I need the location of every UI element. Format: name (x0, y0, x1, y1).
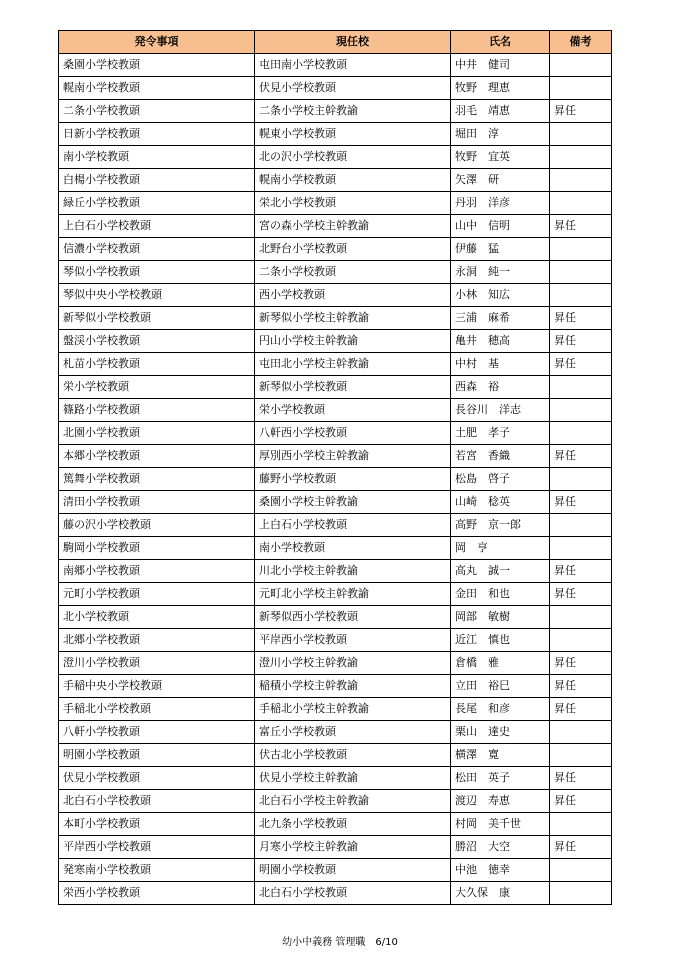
name-cell: 倉橋 雅 (451, 652, 550, 675)
note-cell (550, 123, 612, 146)
name-cell: 中池 徳幸 (451, 859, 550, 882)
table-row (59, 376, 612, 399)
note-cell (550, 468, 612, 491)
table-row (59, 721, 612, 744)
name-cell: 丹羽 洋彦 (451, 192, 550, 215)
post-cell: 明園小学校教頭 (59, 744, 255, 767)
post-cell: 日新小学校教頭 (59, 123, 255, 146)
name-cell: 長谷川 洋志 (451, 399, 550, 422)
personnel-table (58, 30, 612, 905)
note-cell: 昇任 (550, 445, 612, 468)
table-row (59, 307, 612, 330)
current-school-cell: 栄北小学校教頭 (255, 192, 451, 215)
current-school-cell: 北九条小学校教頭 (255, 813, 451, 836)
current-school-cell: 西小学校教頭 (255, 284, 451, 307)
name-cell: 若宮 香織 (451, 445, 550, 468)
table-row (59, 560, 612, 583)
post-cell: 篤舞小学校教頭 (59, 468, 255, 491)
table-row (59, 123, 612, 146)
current-school-cell: 円山小学校主幹教諭 (255, 330, 451, 353)
current-school-cell: 屯田北小学校主幹教諭 (255, 353, 451, 376)
note-cell (550, 192, 612, 215)
post-cell: 南郷小学校教頭 (59, 560, 255, 583)
name-cell: 岡 亨 (451, 537, 550, 560)
note-cell: 昇任 (550, 330, 612, 353)
post-cell: 駒岡小学校教頭 (59, 537, 255, 560)
name-cell: 勝沼 大空 (451, 836, 550, 859)
post-cell: 元町小学校教頭 (59, 583, 255, 606)
note-cell (550, 422, 612, 445)
table-row (59, 606, 612, 629)
current-school-cell: 新琴似小学校主幹教諭 (255, 307, 451, 330)
post-cell: 本町小学校教頭 (59, 813, 255, 836)
name-cell: 長尾 和彦 (451, 698, 550, 721)
table-row (59, 54, 612, 77)
current-school-cell: 藤野小学校教頭 (255, 468, 451, 491)
note-cell (550, 721, 612, 744)
current-school-cell: 新琴似西小学校教頭 (255, 606, 451, 629)
current-school-cell: 澄川小学校主幹教諭 (255, 652, 451, 675)
note-cell: 昇任 (550, 675, 612, 698)
post-cell: 信濃小学校教頭 (59, 238, 255, 261)
name-cell: 三浦 麻希 (451, 307, 550, 330)
name-cell: 村岡 美千世 (451, 813, 550, 836)
note-cell: 昇任 (550, 100, 612, 123)
name-cell: 永洞 純一 (451, 261, 550, 284)
table-row (59, 882, 612, 905)
table-row (59, 468, 612, 491)
current-school-cell: 稲積小学校主幹教諭 (255, 675, 451, 698)
note-cell (550, 514, 612, 537)
post-cell: 八軒小学校教頭 (59, 721, 255, 744)
name-cell: 立田 裕巳 (451, 675, 550, 698)
post-cell: 幌南小学校教頭 (59, 77, 255, 100)
table-row (59, 399, 612, 422)
current-school-cell: 二条小学校主幹教諭 (255, 100, 451, 123)
post-cell: 篠路小学校教頭 (59, 399, 255, 422)
name-cell: 近江 慎也 (451, 629, 550, 652)
table-row (59, 744, 612, 767)
note-cell (550, 813, 612, 836)
post-cell: 桑園小学校教頭 (59, 54, 255, 77)
name-cell: 山中 信明 (451, 215, 550, 238)
current-school-cell: 幌南小学校教頭 (255, 169, 451, 192)
note-cell: 昇任 (550, 560, 612, 583)
note-cell: 昇任 (550, 491, 612, 514)
table-row (59, 698, 612, 721)
post-cell: 北園小学校教頭 (59, 422, 255, 445)
table-row (59, 491, 612, 514)
note-cell: 昇任 (550, 307, 612, 330)
current-school-cell: 幌東小学校教頭 (255, 123, 451, 146)
post-cell: 清田小学校教頭 (59, 491, 255, 514)
note-cell (550, 629, 612, 652)
note-cell: 昇任 (550, 836, 612, 859)
header-post: 発令事項 (59, 31, 255, 54)
current-school-cell: 南小学校教頭 (255, 537, 451, 560)
table-row (59, 100, 612, 123)
post-cell: 本郷小学校教頭 (59, 445, 255, 468)
current-school-cell: 厚別西小学校主幹教諭 (255, 445, 451, 468)
post-cell: 栄西小学校教頭 (59, 882, 255, 905)
post-cell: 手稲中央小学校教頭 (59, 675, 255, 698)
table-row (59, 192, 612, 215)
post-cell: 栄小学校教頭 (59, 376, 255, 399)
note-cell: 昇任 (550, 583, 612, 606)
current-school-cell: 北白石小学校教頭 (255, 882, 451, 905)
note-cell (550, 399, 612, 422)
name-cell: 渡辺 寿恵 (451, 790, 550, 813)
name-cell: 金田 和也 (451, 583, 550, 606)
table-row (59, 330, 612, 353)
note-cell (550, 376, 612, 399)
note-cell (550, 859, 612, 882)
post-cell: 緑丘小学校教頭 (59, 192, 255, 215)
name-cell: 栗山 達史 (451, 721, 550, 744)
name-cell: 堀田 淳 (451, 123, 550, 146)
name-cell: 亀井 穂高 (451, 330, 550, 353)
name-cell: 矢澤 研 (451, 169, 550, 192)
table-row (59, 537, 612, 560)
name-cell: 中村 基 (451, 353, 550, 376)
current-school-cell: 手稲北小学校主幹教諭 (255, 698, 451, 721)
current-school-cell: 上白石小学校教頭 (255, 514, 451, 537)
name-cell: 松島 啓子 (451, 468, 550, 491)
post-cell: 上白石小学校教頭 (59, 215, 255, 238)
note-cell (550, 261, 612, 284)
name-cell: 土肥 孝子 (451, 422, 550, 445)
post-cell: 平岸西小学校教頭 (59, 836, 255, 859)
table-row (59, 261, 612, 284)
header-row (59, 31, 612, 54)
post-cell: 二条小学校教頭 (59, 100, 255, 123)
post-cell: 北郷小学校教頭 (59, 629, 255, 652)
current-school-cell: 伏見小学校主幹教諭 (255, 767, 451, 790)
table-row (59, 859, 612, 882)
current-school-cell: 月寒小学校主幹教諭 (255, 836, 451, 859)
post-cell: 琴似中央小学校教頭 (59, 284, 255, 307)
note-cell: 昇任 (550, 790, 612, 813)
post-cell: 琴似小学校教頭 (59, 261, 255, 284)
current-school-cell: 平岸西小学校教頭 (255, 629, 451, 652)
header-name: 氏名 (451, 31, 550, 54)
post-cell: 発寒南小学校教頭 (59, 859, 255, 882)
table-row (59, 583, 612, 606)
current-school-cell: 北の沢小学校教頭 (255, 146, 451, 169)
table-row (59, 238, 612, 261)
current-school-cell: 宮の森小学校主幹教諭 (255, 215, 451, 238)
note-cell (550, 146, 612, 169)
current-school-cell: 二条小学校教頭 (255, 261, 451, 284)
note-cell (550, 169, 612, 192)
current-school-cell: 栄小学校教頭 (255, 399, 451, 422)
header-current-school: 現任校 (255, 31, 451, 54)
name-cell: 山崎 稔英 (451, 491, 550, 514)
name-cell: 西森 裕 (451, 376, 550, 399)
current-school-cell: 元町北小学校主幹教諭 (255, 583, 451, 606)
table-row (59, 790, 612, 813)
name-cell: 牧野 宜英 (451, 146, 550, 169)
name-cell: 岡部 敏樹 (451, 606, 550, 629)
table-row (59, 836, 612, 859)
note-cell (550, 54, 612, 77)
note-cell (550, 882, 612, 905)
current-school-cell: 伏見小学校教頭 (255, 77, 451, 100)
current-school-cell: 北白石小学校主幹教諭 (255, 790, 451, 813)
post-cell: 北白石小学校教頭 (59, 790, 255, 813)
name-cell: 松田 英子 (451, 767, 550, 790)
table-row (59, 767, 612, 790)
table-row (59, 813, 612, 836)
table-row (59, 422, 612, 445)
name-cell: 大久保 康 (451, 882, 550, 905)
table-row (59, 146, 612, 169)
post-cell: 伏見小学校教頭 (59, 767, 255, 790)
current-school-cell: 北野台小学校教頭 (255, 238, 451, 261)
note-cell: 昇任 (550, 698, 612, 721)
table-row (59, 514, 612, 537)
header-note: 備考 (550, 31, 612, 54)
current-school-cell: 新琴似小学校教頭 (255, 376, 451, 399)
current-school-cell: 明園小学校教頭 (255, 859, 451, 882)
note-cell (550, 606, 612, 629)
current-school-cell: 川北小学校主幹教諭 (255, 560, 451, 583)
note-cell: 昇任 (550, 353, 612, 376)
post-cell: 手稲北小学校教頭 (59, 698, 255, 721)
post-cell: 藤の沢小学校教頭 (59, 514, 255, 537)
post-cell: 札苗小学校教頭 (59, 353, 255, 376)
table-row (59, 629, 612, 652)
name-cell: 牧野 理恵 (451, 77, 550, 100)
note-cell: 昇任 (550, 767, 612, 790)
name-cell: 中井 健司 (451, 54, 550, 77)
post-cell: 北小学校教頭 (59, 606, 255, 629)
name-cell: 小林 知広 (451, 284, 550, 307)
note-cell (550, 537, 612, 560)
current-school-cell: 富丘小学校教頭 (255, 721, 451, 744)
table-row (59, 675, 612, 698)
current-school-cell: 八軒西小学校教頭 (255, 422, 451, 445)
table-row (59, 652, 612, 675)
table-row (59, 169, 612, 192)
note-cell: 昇任 (550, 215, 612, 238)
table-row (59, 445, 612, 468)
post-cell: 盤渓小学校教頭 (59, 330, 255, 353)
current-school-cell: 屯田南小学校教頭 (255, 54, 451, 77)
name-cell: 羽毛 靖恵 (451, 100, 550, 123)
table-row (59, 353, 612, 376)
note-cell (550, 284, 612, 307)
post-cell: 澄川小学校教頭 (59, 652, 255, 675)
name-cell: 高野 京一郎 (451, 514, 550, 537)
table-row (59, 77, 612, 100)
post-cell: 白楊小学校教頭 (59, 169, 255, 192)
name-cell: 横澤 寛 (451, 744, 550, 767)
table-row (59, 284, 612, 307)
current-school-cell: 桑園小学校主幹教諭 (255, 491, 451, 514)
name-cell: 伊藤 猛 (451, 238, 550, 261)
table-row (59, 215, 612, 238)
note-cell: 昇任 (550, 652, 612, 675)
note-cell (550, 77, 612, 100)
page-footer: 幼小中義務 管理職 6/10 (282, 937, 398, 948)
post-cell: 南小学校教頭 (59, 146, 255, 169)
note-cell (550, 238, 612, 261)
note-cell (550, 744, 612, 767)
name-cell: 高丸 誠一 (451, 560, 550, 583)
post-cell: 新琴似小学校教頭 (59, 307, 255, 330)
current-school-cell: 伏古北小学校教頭 (255, 744, 451, 767)
